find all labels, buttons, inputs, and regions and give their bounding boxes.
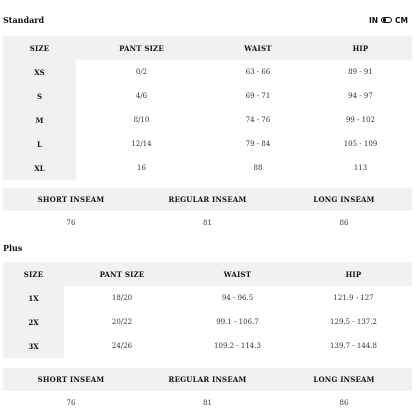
pant-size-cell: 16 <box>137 164 146 172</box>
waist-cell: 74 - 76 <box>245 116 271 124</box>
waist-cell: 94 - 96.5 <box>221 294 254 302</box>
hip-cell: 89 - 91 <box>348 68 373 76</box>
hip-cell: 129.5 - 137.2 <box>330 318 377 326</box>
standard-section-title: Standard <box>3 15 45 25</box>
waist-cell: 99.1 - 106.7 <box>216 318 259 326</box>
inseam-header-row <box>3 188 412 211</box>
hip-cell: 105 - 109 <box>343 140 378 148</box>
table-row <box>3 211 412 234</box>
hip-cell: 139.7 - 144.8 <box>330 342 377 350</box>
size-cell: M <box>3 108 76 132</box>
hip-cell: 121.9 - 127 <box>333 294 374 302</box>
header-regular-inseam: REGULAR INSEAM <box>139 188 276 211</box>
size-cell: 1X <box>3 286 64 310</box>
header-long-inseam: LONG INSEAM <box>276 188 412 211</box>
table-row <box>3 84 412 108</box>
table-row <box>3 391 412 414</box>
long-inseam-value: 86 <box>339 398 349 407</box>
header-long-inseam: LONG INSEAM <box>276 368 412 391</box>
size-cell: XL <box>3 156 76 180</box>
table-header-row <box>3 36 412 60</box>
header-size: SIZE <box>3 262 64 286</box>
pant-size-cell: 12/14 <box>131 140 152 148</box>
header-hip: HIP <box>295 262 412 286</box>
waist-cell: 79 - 84 <box>245 140 271 148</box>
plus-size-table <box>3 262 412 358</box>
table-row <box>3 310 412 334</box>
size-cell: L <box>3 132 76 156</box>
table-row <box>3 60 412 84</box>
header-hip: HIP <box>309 36 412 60</box>
standard-inseam-table <box>3 188 412 234</box>
standard-size-table <box>3 36 412 180</box>
pant-size-cell: 4/6 <box>135 92 148 100</box>
unit-toggle[interactable] <box>369 15 408 25</box>
pant-size-cell: 18/20 <box>111 294 133 302</box>
size-cell: S <box>3 84 76 108</box>
waist-cell: 69 - 71 <box>245 92 271 100</box>
header-short-inseam: SHORT INSEAM <box>3 368 139 391</box>
header-pant-size: PANT SIZE <box>64 262 180 286</box>
table-row <box>3 108 412 132</box>
pant-size-cell: 20/22 <box>111 318 133 326</box>
table-row <box>3 132 412 156</box>
toggle-knob <box>383 18 387 22</box>
header-regular-inseam: REGULAR INSEAM <box>139 368 276 391</box>
regular-inseam-value: 81 <box>203 218 212 227</box>
header-size: SIZE <box>3 36 76 60</box>
table-header-row <box>3 262 412 286</box>
header-waist: WAIST <box>207 36 309 60</box>
header-waist: WAIST <box>180 262 295 286</box>
toggle-switch-icon[interactable] <box>381 17 392 23</box>
pant-size-cell: 0/2 <box>135 68 148 76</box>
hip-cell: 99 - 102 <box>345 116 376 124</box>
waist-cell: 88 <box>253 164 263 172</box>
table-row <box>3 156 412 180</box>
plus-section-title: Plus <box>3 243 23 253</box>
table-row <box>3 286 412 310</box>
inseam-header-row <box>3 368 412 391</box>
pant-size-cell: 24/26 <box>111 342 133 350</box>
plus-inseam-table <box>3 368 412 414</box>
size-cell: XS <box>3 60 76 84</box>
waist-cell: 109.2 - 114.3 <box>214 342 261 350</box>
table-row <box>3 334 412 358</box>
unit-cm-label: CM <box>395 15 408 25</box>
size-cell: 2X <box>3 310 64 334</box>
header-short-inseam: SHORT INSEAM <box>3 188 139 211</box>
unit-in-label: IN <box>368 15 379 25</box>
header-pant-size: PANT SIZE <box>76 36 207 60</box>
hip-cell: 113 <box>353 164 368 172</box>
waist-cell: 63 - 66 <box>245 68 271 76</box>
long-inseam-value: 86 <box>339 218 349 227</box>
pant-size-cell: 8/10 <box>133 116 150 124</box>
short-inseam-value: 76 <box>66 218 76 227</box>
hip-cell: 94 - 97 <box>348 92 373 100</box>
short-inseam-value: 76 <box>66 398 76 407</box>
size-cell: 3X <box>3 334 64 358</box>
regular-inseam-value: 81 <box>203 398 212 407</box>
